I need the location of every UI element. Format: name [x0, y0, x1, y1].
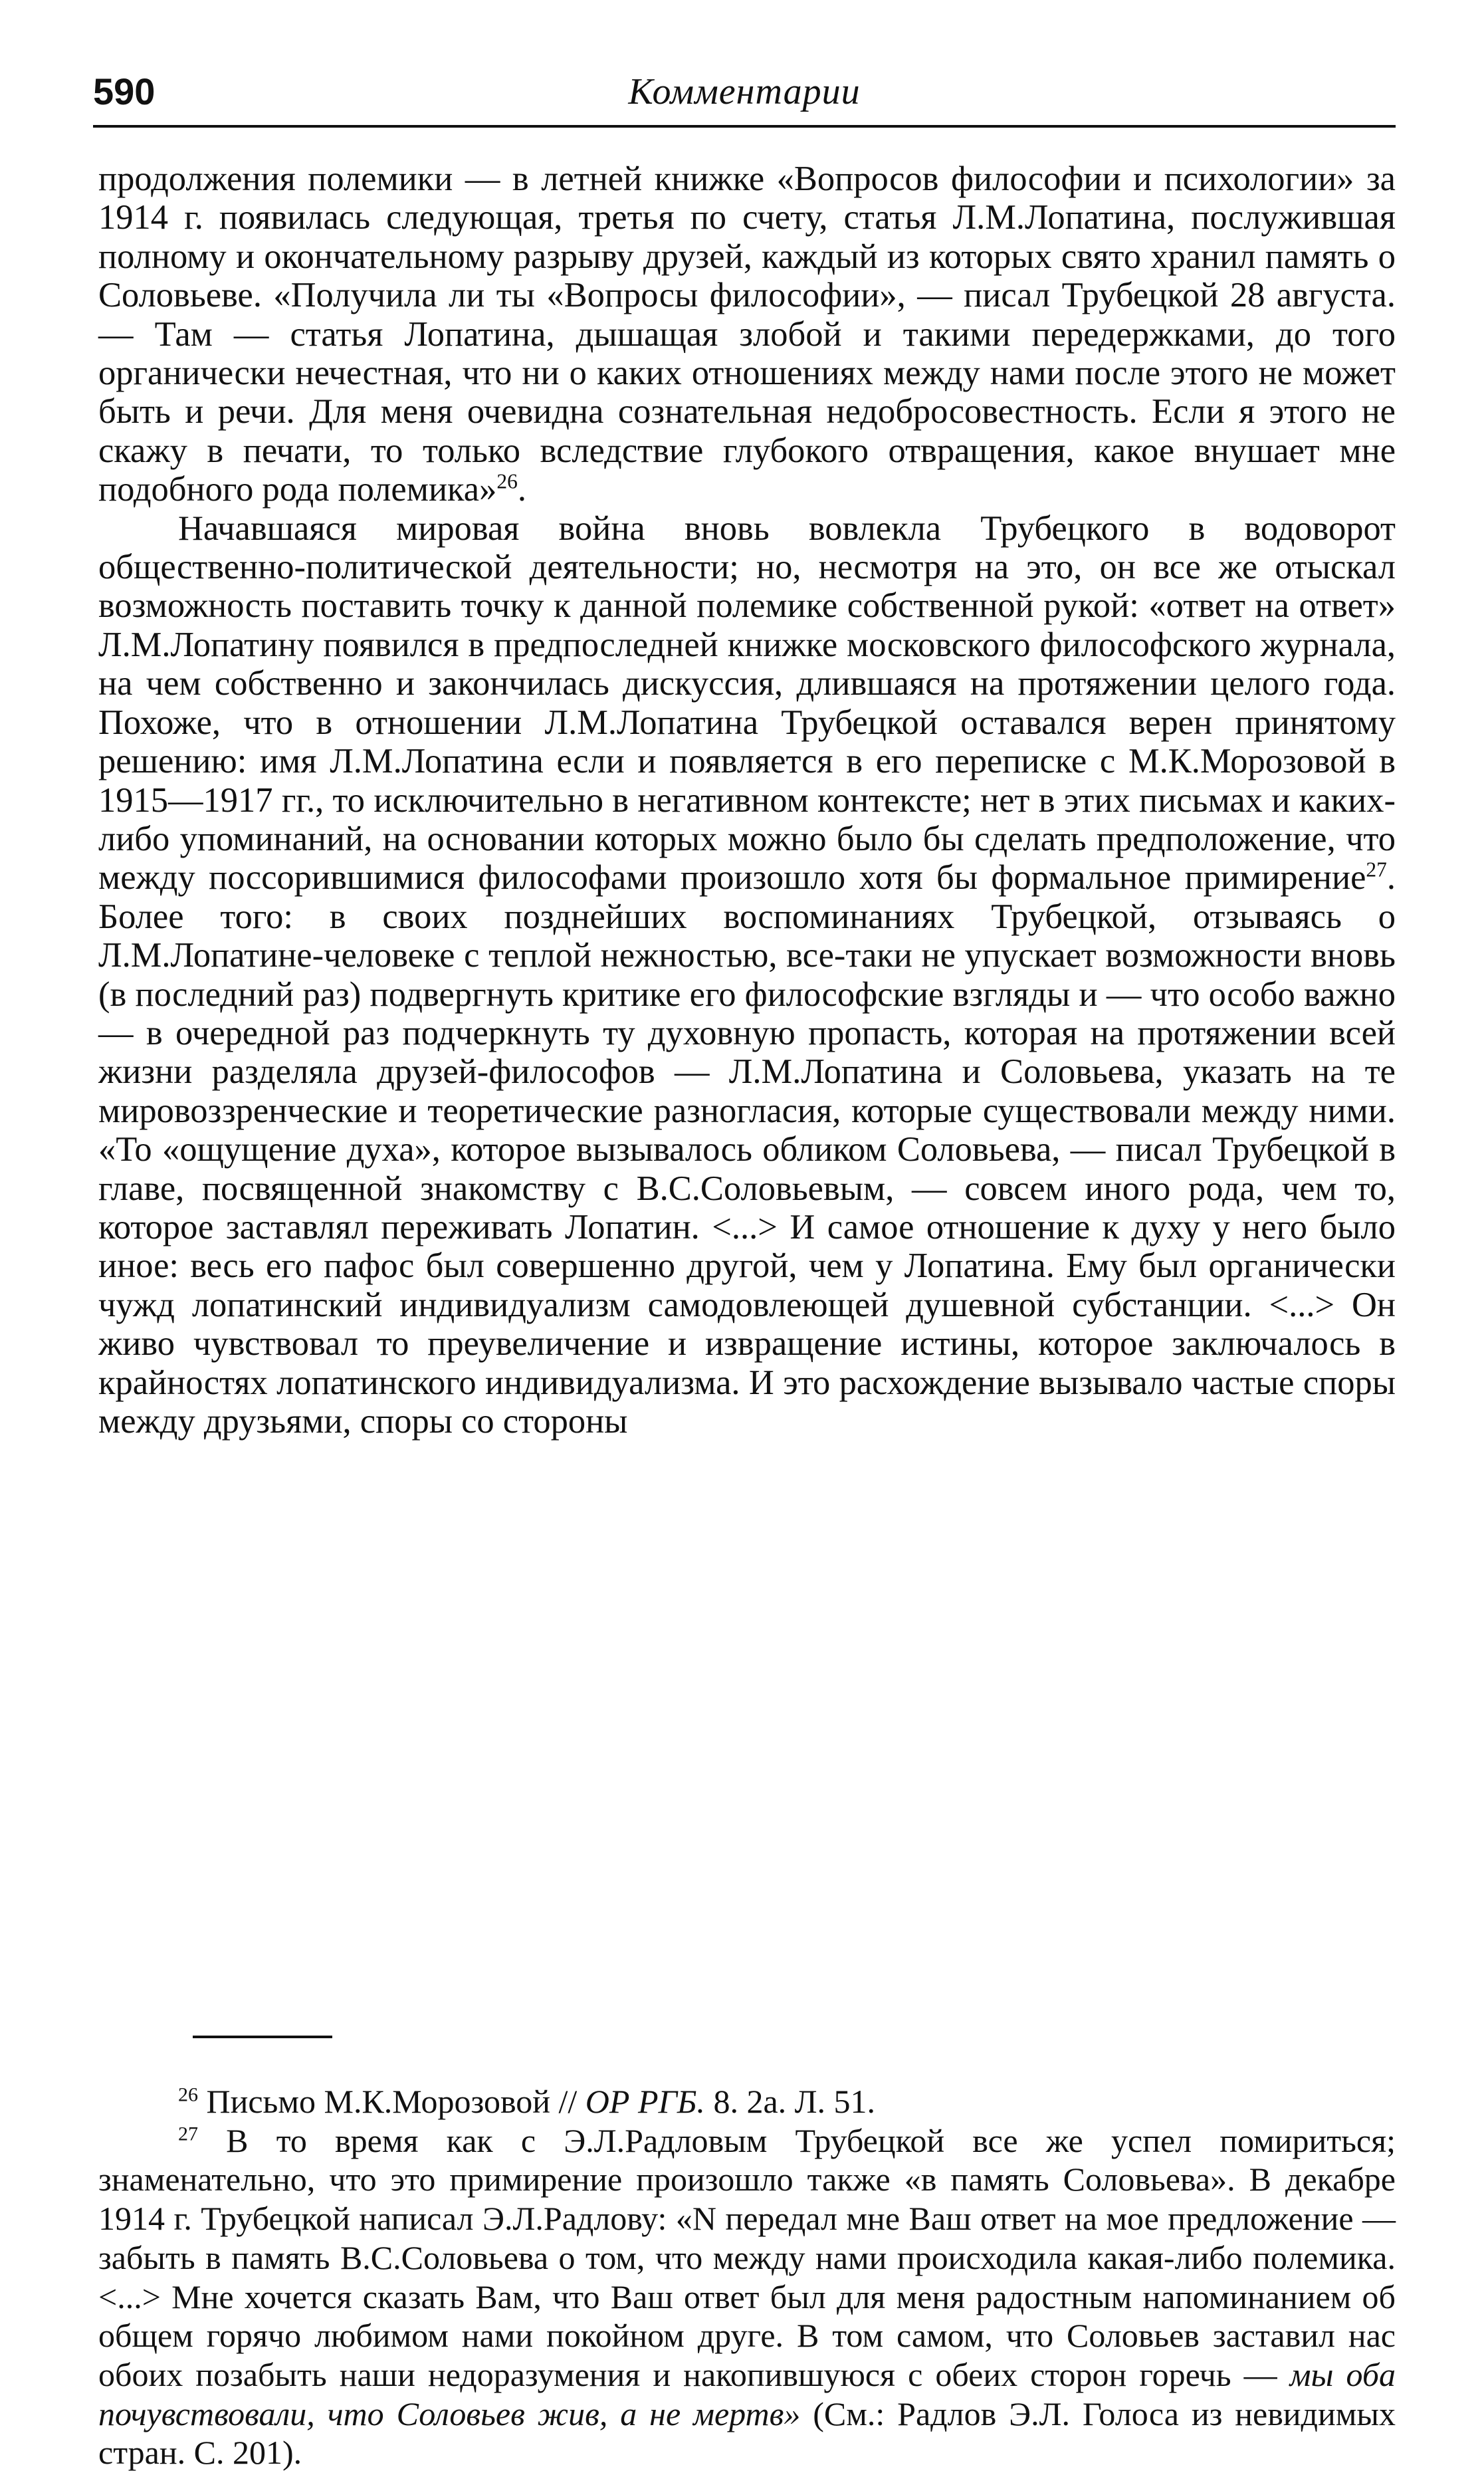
paragraph-1-end: .: [517, 470, 526, 509]
footnote-ref-26: 26: [496, 469, 518, 493]
footnote-27-text: В то время как с Э.Л.Радловым Трубецкой все же успел помириться; знаменательно, что это примирение произошло также «в память Соловьева». В декабре 1914 г. Трубецкой написал Э.Л.Радлову: «N передал мне Ваш ответ на мое предложение — забыть в память В.С.Соловьева о том, что между нами происходила какая-либо полемика. <...> Мне хочется сказать Вам, что Ваш ответ был для меня радостным напоминанием об общем горячо любимом нами покойном друге. В том самом, что Соловьев заставил нас обоих позабыть наши недоразумения и накопившуюся с обеих сторон горечь —: [98, 2121, 1396, 2393]
footnote-separator: [193, 2036, 332, 2038]
main-text: [98, 160, 1396, 1441]
footnote-27-italic: мы оба почувствовали, что Соловьев жив, а не мертв»: [98, 2355, 1396, 2432]
footnote-26-mark: 26: [178, 2083, 198, 2106]
header-rule: [93, 125, 1396, 128]
paragraph-2: [98, 509, 1396, 1441]
footnote-ref-27: 27: [1366, 858, 1387, 882]
page-number: 590: [93, 70, 156, 112]
paragraph-1: [98, 160, 1396, 509]
footnote-26-italic: ОР РГБ.: [585, 2083, 705, 2120]
footnote-27-rest: (См.: Радлов Э.Л. Голоса из невидимых стран. С. 201).: [98, 2395, 1396, 2472]
footnote-27-mark: 27: [178, 2123, 198, 2145]
paragraph-2-text-a: Начавшаяся мировая война вновь вовлекла Трубецкого в водоворот общественно-политической деятельности; но, несмотря на это, он все же отыскал возможность поставить точку к данной полемике собственной рукой: «ответ на ответ» Л.М.Лопатину появился в предпоследней книжке московского философского журнала, на чем собственно и закончилась дискуссия, длившаяся на протяжении целого года. Похоже, что в отношении Л.М.Лопатина Трубецкой оставался верен принятому решению: имя Л.М.Лопатина если и появляется в его переписке с М.К.Морозовой в 1915—1917 гг., то исключительно в негативном контексте; нет в этих письмах и каких-либо упоминаний, на основании которых можно было бы сделать предположение, что между поссорившимися философами произошло хотя бы формальное примирение: [98, 509, 1396, 897]
paragraph-1-text: продолжения полемики — в летней книжке «Вопросов философии и психологии» за 1914 г. появилась следующая, третья по счету, статья Л.М.Лопатина, послужившая полному и окончательному разрыву друзей, каждый из которых свято хранил память о Соловьеве. «Получила ли ты «Вопросы философии», — писал Трубецкой 28 августа. — Там — статья Лопатина, дышащая злобой и такими передержками, до того органически нечестная, что ни о каких отношениях между нами после этого не может быть и речи. Для меня очевидна сознательная недобросовестность. Если я этого не скажу в печати, то только вследствие глубокого отвращения, какое внушает мне подобного рода полемика»: [98, 160, 1396, 509]
footnote-26-rest: 8. 2а. Л. 51.: [704, 2083, 876, 2120]
footnote-27: [98, 2121, 1396, 2472]
paragraph-2-text-b: . Более того: в своих позднейших воспоминаниях Трубецкой, отзываясь о Л.М.Лопатине-человеке с теплой нежностью, все-таки не упускает возможности вновь (в последний раз) подвергнуть критике его философские взгляды и — что особо важно — в очередной раз подчеркнуть ту духовную пропасть, которая на протяжении всей жизни разделяла друзей-философов — Л.М.Лопатина и Соловьева, указать на те мировоззренческие и теоретические разногласия, которые существовали между ними. «То «ощущение духа», которое вызывалось обликом Соловьева, — писал Трубецкой в главе, посвященной знакомству с В.С.Соловьевым, — совсем иного рода, чем то, которое заставлял переживать Лопатин. <...> И самое отношение к духу у него было иное: весь его пафос был совершенно другой, чем у Лопатина. Ему был органически чужд лопатинский индивидуализм самодовлеющей душевной субстанции. <...> Он живо чувствовал то преувеличение и извращение истины, которое заключалось в крайностях лопатинского индивидуализма. И это расхождение вызывало частые споры между друзьями, споры со стороны: [98, 858, 1396, 1441]
footnote-26-text: Письмо М.К.Морозовой //: [198, 2083, 585, 2120]
page-header: [93, 66, 1396, 126]
running-title: Комментарии: [628, 71, 861, 112]
footnote-26: [98, 2082, 1396, 2121]
footnotes: [98, 2082, 1396, 2472]
